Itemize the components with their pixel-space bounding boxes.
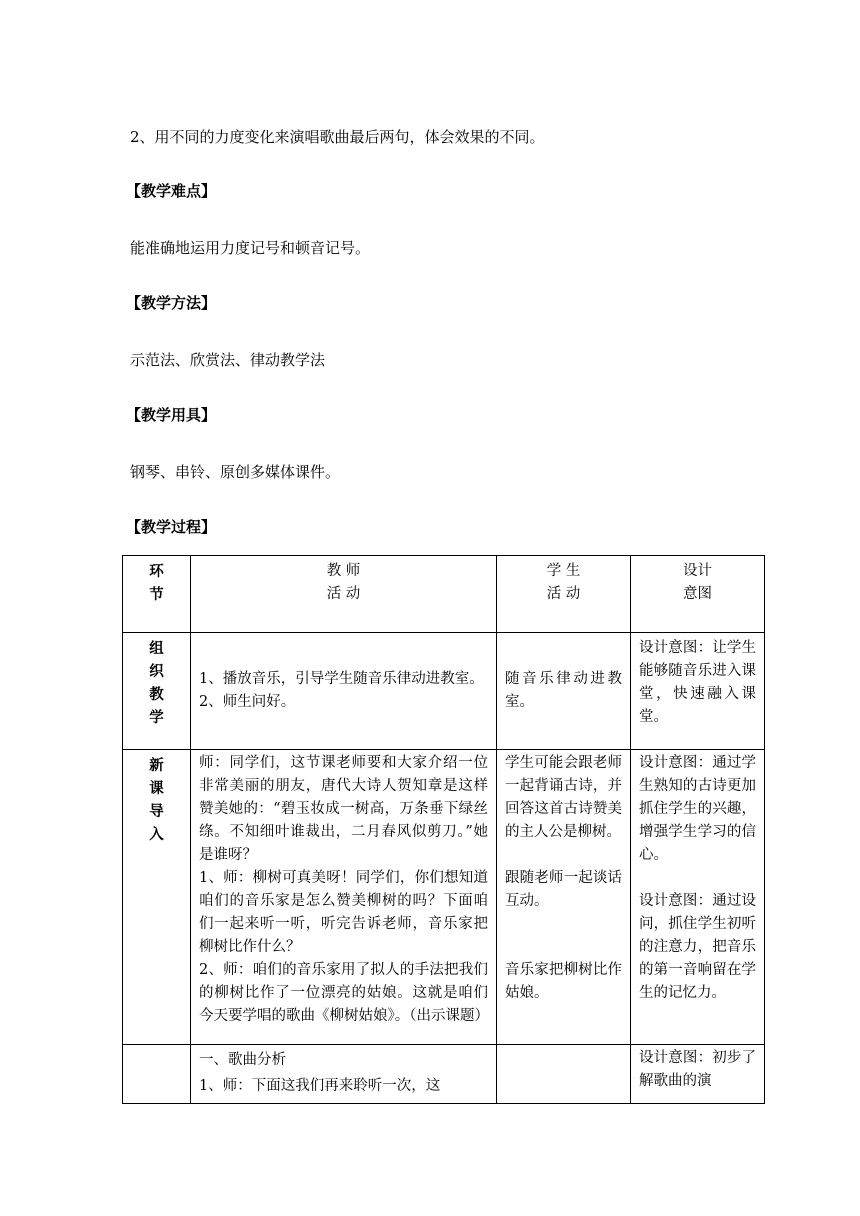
header-design: 设计 意图 — [631, 556, 765, 633]
difficulty-heading: 【教学难点】 — [126, 182, 217, 200]
stage-cell: 组 织 教 学 — [123, 633, 191, 750]
lesson-table — [122, 555, 765, 1104]
teacher-activity-cell: 一、歌曲分析 1、师：下面这我们再来聆听一次，这 — [191, 1045, 497, 1104]
design-intent-cell: 设计意图：通过学生熟知的古诗更加抓住学生的兴趣，增强学生学习的信心。 设计意图：通过设问，抓住学生初听的注意力，把音乐的第一音响留在学生的记忆力。 — [631, 750, 765, 1045]
table-row-analysis — [123, 1045, 765, 1104]
method-heading: 【教学方法】 — [126, 294, 217, 312]
difficulty-text: 能准确地运用力度记号和顿音记号。 — [130, 239, 371, 257]
teacher-activity-cell: 师：同学们，这节课老师要和大家介绍一位非常美丽的朋友，唐代大诗人贺知章是这样赞美她的：“碧玉妆成一树高，万条垂下绿丝绦。不知细叶谁裁出，二月春风似剪刀。”她是谁呀？ 1、师：柳树可真美呀！同学们，你们想知道咱们的音乐家是怎么赞美柳树的吗？下面咱们一起来听一听，听完告诉老师，音乐家把柳树比作什么？ 2、师：咱们的音乐家用了拟人的手法把我们的柳树比作了一位漂亮的姑娘。这就是咱们今天要学唱的歌曲《柳树姑娘》。（出示课题） — [191, 750, 497, 1045]
design-intent-cell: 设计意图：初步了解歌曲的演 — [631, 1045, 765, 1104]
table-row-organize — [123, 633, 765, 750]
teacher-activity-cell: 1、播放音乐，引导学生随音乐律动进教室。 2、师生问好。 — [191, 633, 497, 750]
stage-cell: 新 课 导 入 — [123, 750, 191, 1045]
header-stage: 环 节 — [123, 556, 191, 633]
stage-cell — [123, 1045, 191, 1104]
tools-heading: 【教学用具】 — [126, 406, 217, 424]
tools-text: 钢琴、串铃、原创多媒体课件。 — [130, 463, 341, 481]
header-student: 学 生 活 动 — [497, 556, 631, 633]
student-activity-cell: 随音乐律动进教室。 — [497, 633, 631, 750]
method-text: 示范法、欣赏法、律动教学法 — [130, 351, 326, 369]
line-1: 2、用不同的力度变化来演唱歌曲最后两句，体会效果的不同。 — [130, 128, 545, 146]
design-intent-cell: 设计意图：让学生能够随音乐进入课堂，快速融入课堂。 — [631, 633, 765, 750]
header-teacher: 教 师 活 动 — [191, 556, 497, 633]
student-activity-cell — [497, 1045, 631, 1104]
student-activity-cell: 学生可能会跟老师一起背诵古诗，并回答这首古诗赞美的主人公是柳树。 跟随老师一起谈话互动。 音乐家把柳树比作姑娘。 — [497, 750, 631, 1045]
table-row-intro — [123, 750, 765, 1045]
table-header-row — [123, 556, 765, 633]
process-heading: 【教学过程】 — [126, 518, 217, 536]
